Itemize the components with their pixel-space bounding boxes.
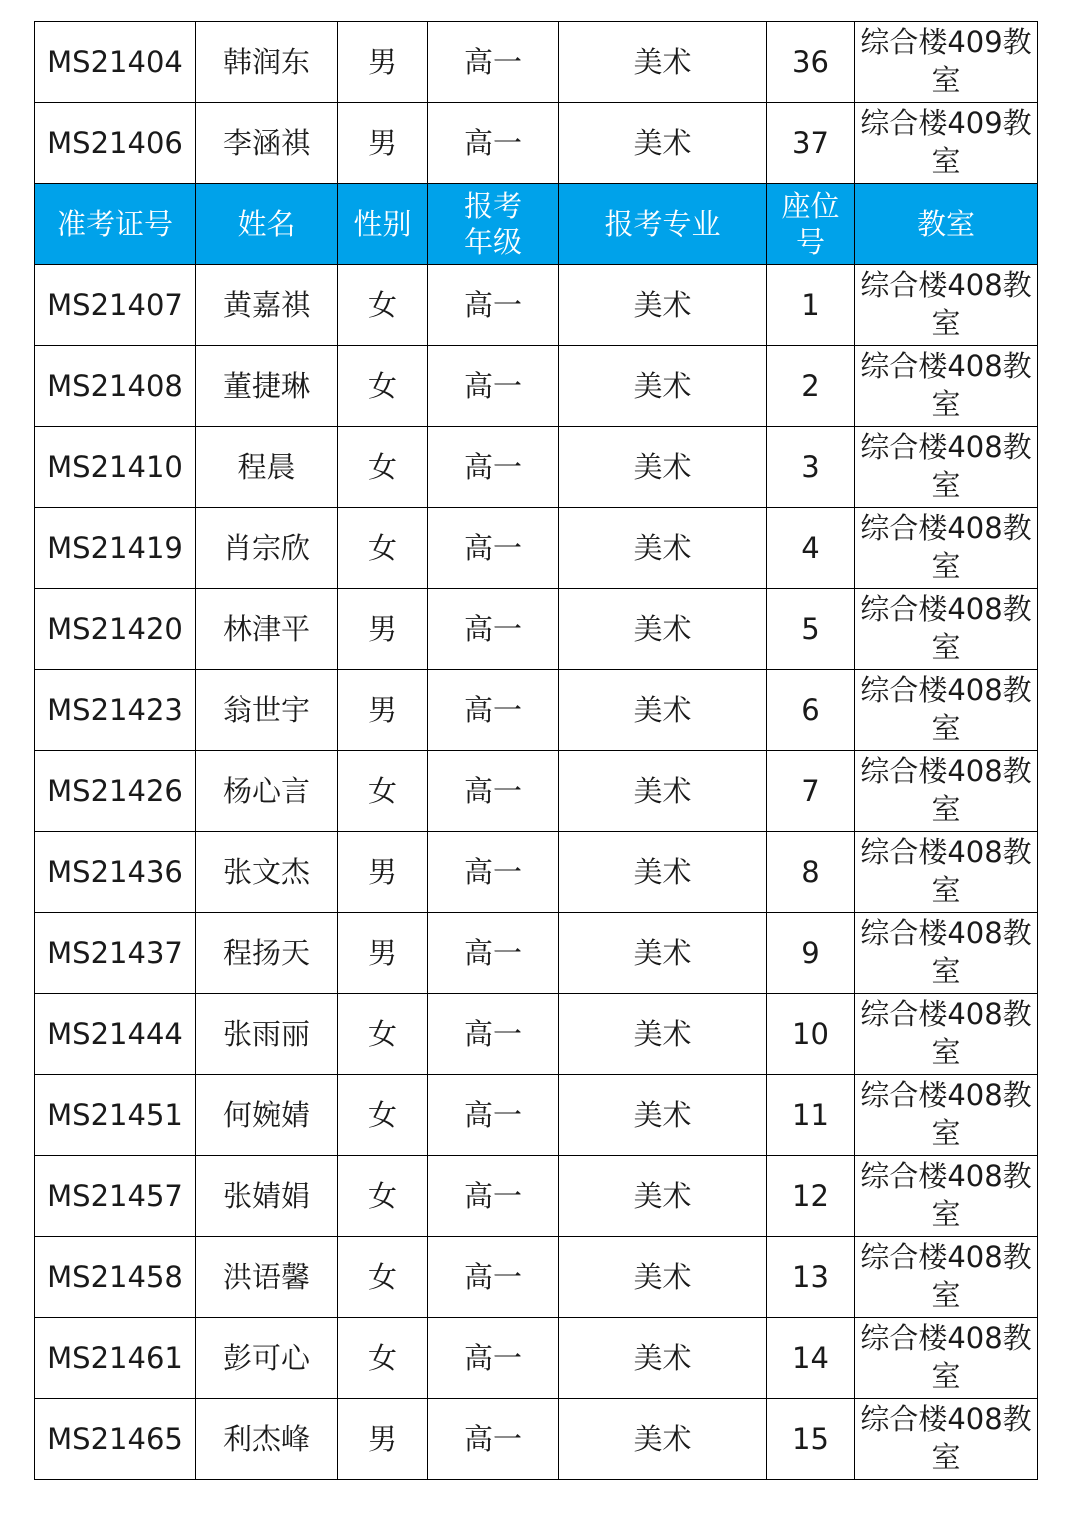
room-line-1: 综合楼408教 [860,511,1032,546]
cell-major: 美术 [559,265,767,346]
room-line-1: 综合楼408教 [860,1240,1032,1275]
cell-room [855,913,1038,994]
cell-room [855,22,1038,103]
header-grade: 报考年级 [428,184,559,265]
cell-name: 程扬天 [196,913,338,994]
cell-gender: 女 [338,427,428,508]
cell-exam-id: MS21423 [35,670,196,751]
room-line-1: 综合楼408教 [860,1321,1032,1356]
cell-seat: 5 [767,589,855,670]
cell-major: 美术 [559,1399,767,1480]
table-row [35,751,1038,832]
cell-name: 张雨丽 [196,994,338,1075]
header-room: 教室 [855,184,1038,265]
cell-seat: 1 [767,265,855,346]
cell-name: 杨心言 [196,751,338,832]
room-line-2: 室 [931,792,961,826]
cell-gender: 女 [338,1156,428,1237]
room-line-2: 室 [931,630,961,664]
room-line-2: 室 [931,468,961,502]
header-major: 报考专业 [559,184,767,265]
cell-seat: 3 [767,427,855,508]
cell-exam-id: MS21444 [35,994,196,1075]
table-row [35,832,1038,913]
cell-major: 美术 [559,670,767,751]
cell-major: 美术 [559,1156,767,1237]
table-row [35,589,1038,670]
table-row [35,346,1038,427]
cell-major: 美术 [559,22,767,103]
cell-seat: 4 [767,508,855,589]
cell-seat: 10 [767,994,855,1075]
cell-exam-id: MS21436 [35,832,196,913]
cell-name: 程晨 [196,427,338,508]
cell-name: 李涵祺 [196,103,338,184]
cell-major: 美术 [559,1075,767,1156]
room-line-1: 综合楼408教 [860,997,1032,1032]
cell-grade: 高一 [428,589,559,670]
cell-room [855,751,1038,832]
cell-name: 何婉婧 [196,1075,338,1156]
table-row [35,1399,1038,1480]
cell-seat: 36 [767,22,855,103]
cell-name: 韩润东 [196,22,338,103]
cell-grade: 高一 [428,1318,559,1399]
cell-name: 肖宗欣 [196,508,338,589]
room-line-2: 室 [931,1359,961,1393]
cell-gender: 女 [338,1075,428,1156]
cell-exam-id: MS21426 [35,751,196,832]
table-body [35,22,1038,265]
cell-room [855,508,1038,589]
cell-seat: 7 [767,751,855,832]
header-seat: 座位号 [767,184,855,265]
cell-gender: 女 [338,1237,428,1318]
cell-seat: 6 [767,670,855,751]
cell-room [855,1075,1038,1156]
cell-name: 董捷琳 [196,346,338,427]
room-line-2: 室 [931,954,961,988]
cell-major: 美术 [559,1237,767,1318]
cell-exam-id: MS21406 [35,103,196,184]
room-line-1: 综合楼408教 [860,1078,1032,1113]
cell-exam-id: MS21408 [35,346,196,427]
table-row [35,994,1038,1075]
cell-seat: 9 [767,913,855,994]
cell-seat: 15 [767,1399,855,1480]
room-line-2: 室 [931,63,961,97]
cell-seat: 12 [767,1156,855,1237]
cell-seat: 14 [767,1318,855,1399]
table-row [35,913,1038,994]
cell-grade: 高一 [428,1075,559,1156]
cell-room [855,1237,1038,1318]
room-line-1: 综合楼408教 [860,349,1032,384]
cell-exam-id: MS21465 [35,1399,196,1480]
cell-exam-id: MS21451 [35,1075,196,1156]
room-line-1: 综合楼408教 [860,592,1032,627]
cell-exam-id: MS21419 [35,508,196,589]
cell-room [855,832,1038,913]
cell-name: 林津平 [196,589,338,670]
header-exam-id: 准考证号 [35,184,196,265]
cell-exam-id: MS21407 [35,265,196,346]
cell-grade: 高一 [428,994,559,1075]
room-line-2: 室 [931,1278,961,1312]
cell-exam-id: MS21410 [35,427,196,508]
room-line-2: 室 [931,549,961,583]
cell-major: 美术 [559,589,767,670]
cell-grade: 高一 [428,103,559,184]
cell-name: 彭可心 [196,1318,338,1399]
room-line-1: 综合楼408教 [860,673,1032,708]
table-row [35,1075,1038,1156]
cell-grade: 高一 [428,1156,559,1237]
room-line-2: 室 [931,711,961,745]
room-line-1: 综合楼408教 [860,835,1032,870]
room-line-1: 综合楼408教 [860,430,1032,465]
cell-room [855,1399,1038,1480]
cell-room [855,589,1038,670]
cell-gender: 女 [338,1318,428,1399]
room-line-1: 综合楼408教 [860,754,1032,789]
cell-gender: 女 [338,346,428,427]
room-line-1: 综合楼408教 [860,1159,1032,1194]
cell-seat: 8 [767,832,855,913]
cell-gender: 女 [338,508,428,589]
room-line-2: 室 [931,1035,961,1069]
cell-seat: 2 [767,346,855,427]
cell-room [855,346,1038,427]
room-line-2: 室 [931,1440,961,1474]
room-line-1: 综合楼408教 [860,268,1032,303]
room-line-1: 综合楼408教 [860,916,1032,951]
cell-room [855,103,1038,184]
cell-room [855,427,1038,508]
table-row [35,1156,1038,1237]
room-line-2: 室 [931,306,961,340]
cell-seat: 11 [767,1075,855,1156]
cell-gender: 男 [338,22,428,103]
cell-major: 美术 [559,346,767,427]
table-header-row [35,184,1038,265]
table-row [35,22,1038,103]
cell-grade: 高一 [428,832,559,913]
cell-grade: 高一 [428,1399,559,1480]
cell-grade: 高一 [428,427,559,508]
table-body-rows [35,265,1038,1480]
room-line-2: 室 [931,1116,961,1150]
cell-gender: 男 [338,103,428,184]
cell-grade: 高一 [428,751,559,832]
header-name: 姓名 [196,184,338,265]
cell-name: 黄嘉祺 [196,265,338,346]
cell-grade: 高一 [428,346,559,427]
cell-grade: 高一 [428,670,559,751]
cell-major: 美术 [559,508,767,589]
cell-name: 利杰峰 [196,1399,338,1480]
room-line-2: 室 [931,144,961,178]
cell-name: 张婧娟 [196,1156,338,1237]
table-row [35,1237,1038,1318]
cell-exam-id: MS21457 [35,1156,196,1237]
room-line-1: 综合楼408教 [860,1402,1032,1437]
cell-major: 美术 [559,913,767,994]
cell-room [855,994,1038,1075]
exam-seating-table [34,21,1038,1480]
cell-name: 洪语馨 [196,1237,338,1318]
table-row [35,103,1038,184]
cell-major: 美术 [559,832,767,913]
room-line-2: 室 [931,387,961,421]
cell-room [855,1156,1038,1237]
cell-major: 美术 [559,994,767,1075]
cell-grade: 高一 [428,1237,559,1318]
cell-major: 美术 [559,427,767,508]
cell-gender: 女 [338,265,428,346]
header-gender: 性别 [338,184,428,265]
cell-name: 张文杰 [196,832,338,913]
room-line-2: 室 [931,1197,961,1231]
room-line-2: 室 [931,873,961,907]
cell-major: 美术 [559,751,767,832]
cell-exam-id: MS21404 [35,22,196,103]
cell-gender: 男 [338,832,428,913]
cell-exam-id: MS21420 [35,589,196,670]
cell-gender: 女 [338,751,428,832]
room-line-1: 综合楼409教 [860,106,1032,141]
cell-gender: 男 [338,913,428,994]
cell-major: 美术 [559,1318,767,1399]
cell-gender: 女 [338,994,428,1075]
cell-name: 翁世宇 [196,670,338,751]
table-row [35,265,1038,346]
cell-seat: 13 [767,1237,855,1318]
cell-seat: 37 [767,103,855,184]
cell-major: 美术 [559,103,767,184]
cell-grade: 高一 [428,508,559,589]
cell-grade: 高一 [428,265,559,346]
room-line-1: 综合楼409教 [860,25,1032,60]
cell-room [855,1318,1038,1399]
cell-gender: 男 [338,589,428,670]
cell-exam-id: MS21461 [35,1318,196,1399]
table-row [35,427,1038,508]
cell-room [855,265,1038,346]
cell-grade: 高一 [428,913,559,994]
cell-gender: 男 [338,670,428,751]
table-row [35,1318,1038,1399]
table-row [35,508,1038,589]
cell-room [855,670,1038,751]
cell-exam-id: MS21437 [35,913,196,994]
cell-exam-id: MS21458 [35,1237,196,1318]
table-row [35,670,1038,751]
cell-grade: 高一 [428,22,559,103]
cell-gender: 男 [338,1399,428,1480]
